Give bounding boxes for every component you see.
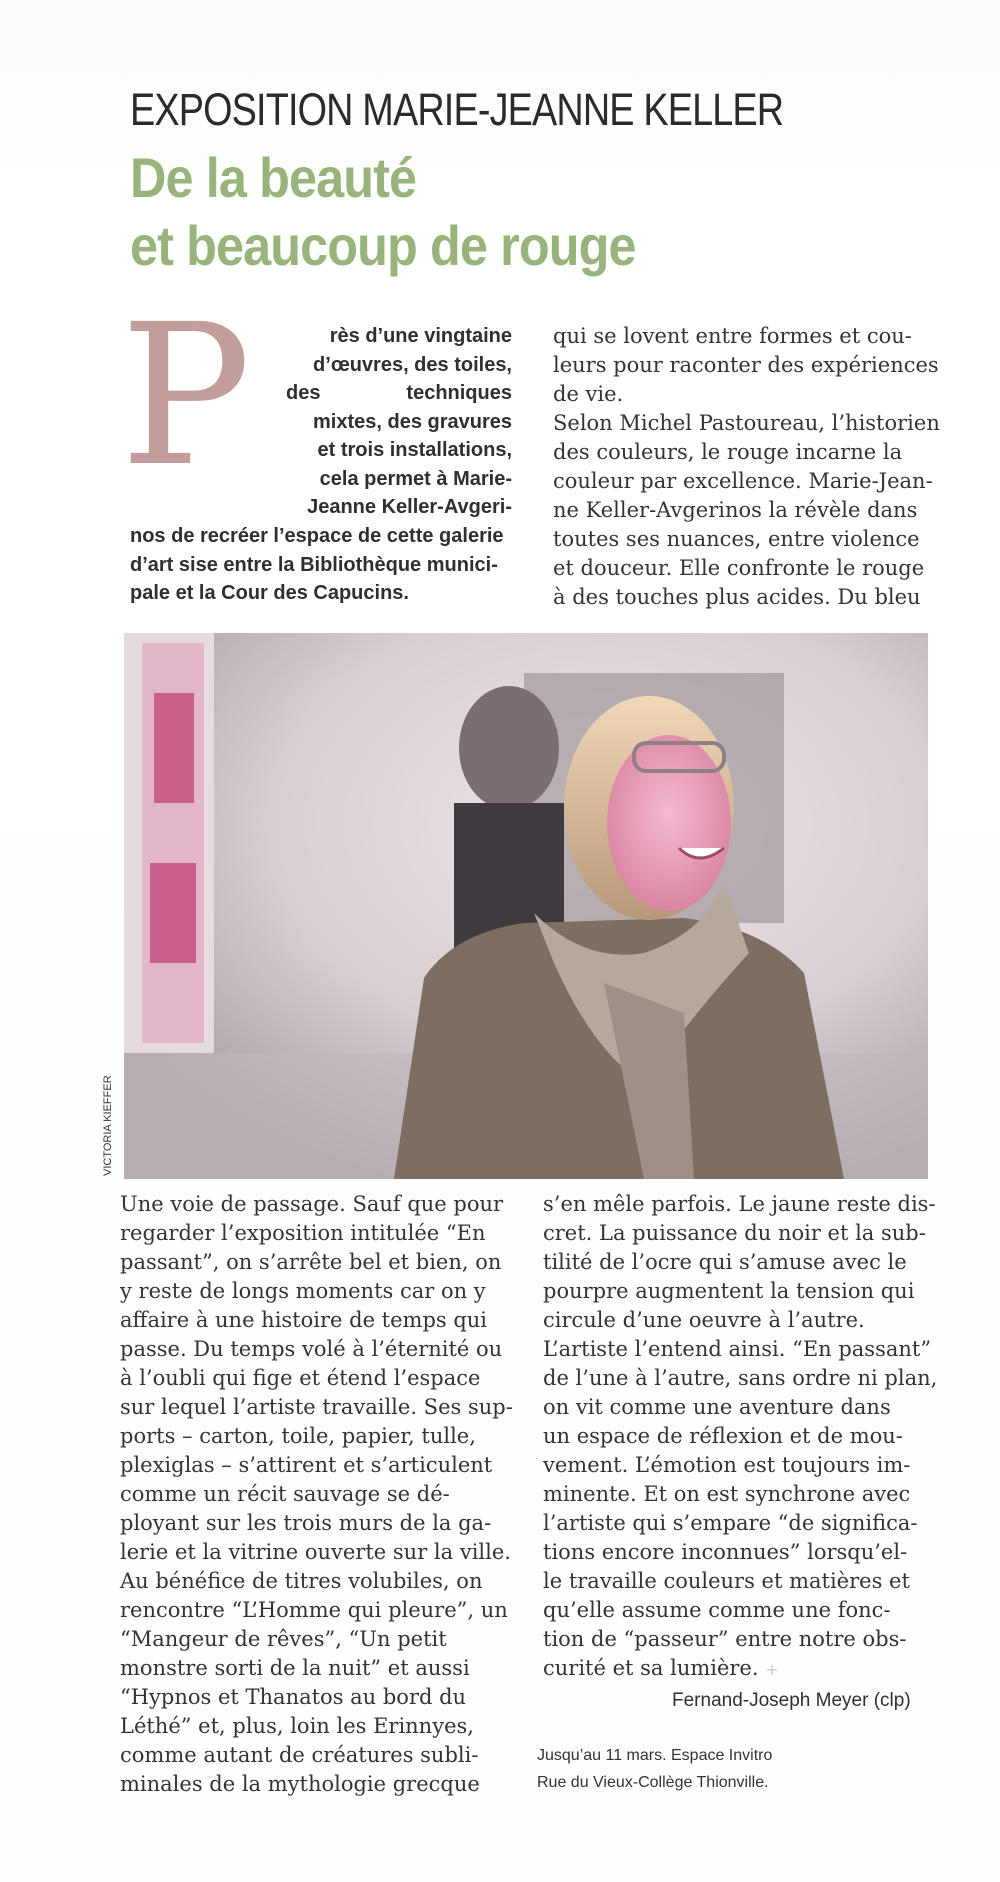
body-line: de l’une à l’autre, sans ordre ni plan, [543, 1366, 938, 1390]
body-line: le travaille couleurs et matières et [543, 1569, 910, 1593]
body-line: passant”, on s’arrête bel et bien, on [120, 1250, 502, 1274]
lead-line: cela permet à Marie- [319, 467, 512, 490]
body-line: regarder l’exposition intitulée “En [120, 1221, 486, 1245]
body-line: L’artiste l’entend ainsi. “En passant” [543, 1337, 932, 1361]
body-line: des couleurs, le rouge incarne la [553, 440, 903, 464]
body-line: Léthé” et, plus, loin les Erinnyes, [120, 1714, 474, 1738]
body-line: toutes ses nuances, entre violence [553, 527, 920, 551]
body-line: tions encore inconnues” lorsqu’el- [543, 1540, 908, 1564]
photo-credit: VICTORIA KIEFFER [102, 1075, 114, 1176]
body-line: “Hypnos et Thanatos au bord du [120, 1685, 467, 1709]
body-line: passe. Du temps volé à l’éternité ou [120, 1337, 503, 1361]
body-line-text: curité et sa lumière. [543, 1656, 759, 1680]
info-line: Jusqu’au 11 mars. Espace Invitro [537, 1747, 773, 1764]
headline-line: De la beauté [130, 146, 417, 209]
body-line: Au bénéfice de titres volubiles, on [120, 1569, 483, 1593]
body-line: tilité de l’ocre qui s’amuse avec le [543, 1250, 907, 1274]
lead-line: d’art sise entre la Bibliothèque munici- [130, 553, 498, 576]
body-line: ne Keller-Avgerinos la révèle dans [553, 498, 918, 522]
body-column-bottom-right [543, 1190, 938, 1684]
body-line-last [543, 1654, 935, 1684]
lead-line: Jeanne Keller-Avgeri- [307, 496, 512, 518]
info-line: Rue du Vieux-Collège Thionville. [537, 1774, 769, 1791]
body-line: “Mangeur de rêves”, “Un petit [120, 1627, 447, 1651]
body-line: rencontre “L’Homme qui pleure”, un [120, 1598, 508, 1622]
photo-illustration [124, 633, 928, 1179]
body-line: lerie et la vitrine ouverte sur la ville. [120, 1540, 511, 1564]
body-line: à des touches plus acides. Du bleu [553, 585, 921, 609]
lead-line: pale et la Cour des Capucins. [130, 582, 409, 604]
body-line: y reste de longs moments car on y [120, 1279, 486, 1303]
body-line: un espace de réflexion et de mou- [543, 1424, 903, 1448]
lead-paragraph-beside-dropcap [286, 322, 512, 522]
article-photo [124, 633, 928, 1179]
body-line: qui se lovent entre formes et cou- [553, 324, 912, 348]
body-line: et douceur. Elle confronte le rouge [553, 556, 925, 580]
lead-line: d’œuvres, des toiles, [313, 353, 512, 376]
lead-line: mixtes, des gravures [313, 410, 512, 433]
article-headline [130, 144, 636, 280]
body-line: sur lequel l’artiste travaille. Ses sup- [120, 1395, 513, 1419]
body-line: pourpre augmentent la tension qui [543, 1279, 915, 1303]
body-line: qu’elle assume comme une fonc- [543, 1598, 891, 1622]
author-signature: Fernand-Joseph Meyer (clp) [672, 1690, 911, 1711]
body-line: tion de “passeur” entre notre obs- [543, 1627, 907, 1651]
body-line: l’artiste qui s’empare “de significa- [543, 1511, 918, 1535]
body-line: s’en mêle parfois. Le jaune reste dis- [543, 1192, 936, 1216]
body-line: Selon Michel Pastoureau, l’historien [553, 411, 940, 435]
body-line: Une voie de passage. Sauf que pour [120, 1192, 504, 1216]
article-kicker: EXPOSITION MARIE-JEANNE KELLER [130, 84, 784, 135]
body-line: comme autant de créatures subli- [120, 1743, 479, 1767]
body-line: monstre sorti de la nuit” et aussi [120, 1656, 470, 1680]
drop-cap: P [120, 282, 252, 509]
body-line: ployant sur les trois murs de la ga- [120, 1511, 492, 1535]
body-line: circule d’une oeuvre à l’autre. [543, 1308, 865, 1332]
body-line: ports – carton, toile, papier, tulle, [120, 1424, 476, 1448]
lead-line: des techniques [286, 382, 512, 404]
body-line: minales de la mythologie grecque [120, 1772, 480, 1796]
body-line: leurs pour raconter des expériences [553, 353, 939, 377]
lead-paragraph-continued [130, 522, 514, 608]
body-column-top-right [553, 322, 938, 612]
body-line: vement. L’émotion est toujours im- [543, 1453, 911, 1477]
body-line: couleur par excellence. Marie-Jean- [553, 469, 933, 493]
lead-line: nos de recréer l’espace de cette galerie [130, 525, 504, 547]
lead-line: rès d’une vingtaine [329, 325, 512, 347]
end-mark-icon: + [765, 1660, 779, 1679]
body-line: de vie. [553, 382, 624, 406]
headline-line: et beaucoup de rouge [130, 214, 636, 277]
lead-line: et trois installations, [317, 439, 512, 461]
body-line: cret. La puissance du noir et la sub- [543, 1221, 926, 1245]
body-line: à l’oubli qui fige et étend l’espace [120, 1366, 481, 1390]
body-column-bottom-left [120, 1190, 513, 1799]
body-line: on vit comme une aventure dans [543, 1395, 891, 1419]
body-line: affaire à une histoire de temps qui [120, 1308, 488, 1332]
body-line: plexiglas – s’attirent et s’articulent [120, 1453, 493, 1477]
body-line: minente. Et on est synchrone avec [543, 1482, 911, 1506]
body-line: comme un récit sauvage se dé- [120, 1482, 450, 1506]
event-info [537, 1742, 772, 1796]
